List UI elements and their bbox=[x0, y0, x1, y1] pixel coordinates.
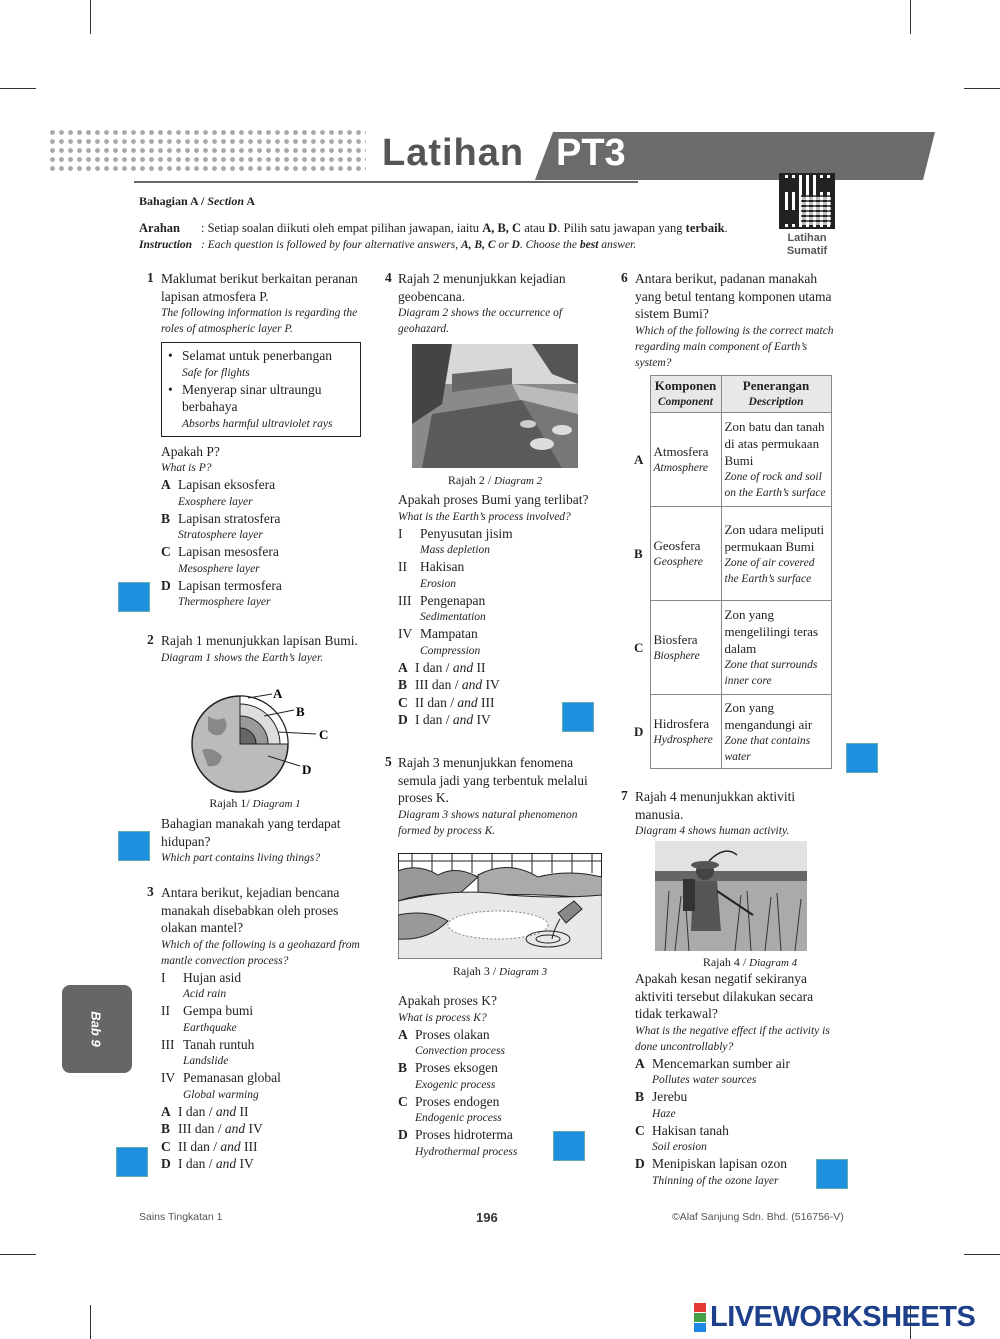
option-c[interactable]: C II dan / and III bbox=[398, 694, 495, 710]
table-row: B Geosfera Geosphere Zon udara meliputi permukaan Bumi Zone of air covered the Earth’s surface bbox=[630, 507, 831, 601]
answer-box-q6[interactable] bbox=[846, 743, 878, 773]
statement-item: III Pengenapan Sedimentation bbox=[398, 592, 486, 623]
crop-mark bbox=[0, 88, 36, 89]
page-title: Latihan bbox=[382, 132, 525, 174]
answer-box-q1[interactable] bbox=[118, 582, 150, 612]
diagram-4-caption: Rajah 4 / Diagram 4 bbox=[702, 955, 798, 969]
statement-item: III Tanah runtuh Landslide bbox=[161, 1036, 255, 1067]
label-c: C bbox=[319, 727, 329, 742]
option-b[interactable]: B Jerebu Haze bbox=[635, 1089, 688, 1120]
question-text-en: The following information is regarding the roles of atmospheric layer P. bbox=[161, 307, 358, 335]
question-stem: Apakah P? bbox=[161, 443, 220, 459]
answer-box-q4[interactable] bbox=[562, 702, 594, 732]
table-row: D Hidrosfera Hydrosphere Zon yang mengandungi air Zone that contains water bbox=[630, 695, 831, 769]
landslide-photo bbox=[412, 344, 578, 468]
option-a[interactable]: A Mencemarkan sumber air Pollutes water sources bbox=[635, 1055, 790, 1086]
question-7-stem: Apakah kesan negatif sekiranya aktiviti tersebut dilakukan secara tidak terkawal? What is the negative effect if the activity is done uncontrollably? A Mencemarkan sumber air Pollutes water sources B Jerebu Haze C Hakisan tanah Soil erosion D Menipiskan lapisan ozon Thinning of the ozone layer bbox=[635, 970, 840, 1189]
option-d[interactable]: D I dan / and IV bbox=[398, 712, 491, 727]
liveworksheets-logo-icon bbox=[694, 1303, 706, 1333]
liveworksheets-brand[interactable]: LIVEWORKSHEETS bbox=[710, 1301, 976, 1333]
question-number: 6 bbox=[621, 270, 628, 285]
option-b[interactable]: B III dan / and IV bbox=[398, 677, 500, 692]
option-d[interactable]: D Menipiskan lapisan ozon Thinning of the ozone layer bbox=[635, 1156, 787, 1187]
option-a[interactable]: A I dan / and II bbox=[398, 659, 486, 675]
option-b[interactable]: B Lapisan stratosfera Stratosphere layer bbox=[161, 510, 281, 541]
question-text: Antara berikut, kejadian bencana manakah disebabkan oleh proses olakan mantel? bbox=[161, 885, 340, 935]
question-text: Maklumat berikut berkaitan peranan lapisan atmosfera P. bbox=[161, 271, 358, 304]
earth-layers-diagram bbox=[188, 686, 338, 798]
qr-label: Latihan Sumatif bbox=[786, 232, 828, 257]
crop-mark bbox=[964, 1254, 1000, 1255]
header-dot-pattern bbox=[48, 128, 366, 174]
crop-mark bbox=[0, 1254, 36, 1255]
question-text: Rajah 1 menunjukkan lapisan Bumi. bbox=[161, 633, 358, 648]
question-4-stem: Apakah proses Bumi yang terlibat? What is the Earth’s process involved? I Penyusutan jisim Mass depletion II Hakisan Erosion III Pengenapan Sedimentation IV Mampatan Compression A I dan / and II B III dan / and IV C II dan / and III D I dan / and IV bbox=[398, 491, 608, 729]
table-row: A Atmosfera Atmosphere Zon batu dan tanah di atas permukaan Bumi Zone of rock and soil on the Earth’s surface bbox=[630, 413, 831, 507]
answer-box-q2[interactable] bbox=[118, 831, 150, 861]
question-text: Rajah 3 menunjukkan fenomena semula jadi yang terbentuk melalui proses K. bbox=[398, 755, 588, 805]
statement-item: I Penyusutan jisim Mass depletion bbox=[398, 525, 513, 556]
question-text: Rajah 2 menunjukkan kejadian geobencana. bbox=[398, 271, 566, 304]
option-d[interactable]: D Lapisan termosfera Thermosphere layer bbox=[161, 577, 282, 608]
crop-mark bbox=[910, 0, 911, 34]
question-text-en: Diagram 4 shows human activity. bbox=[635, 825, 790, 837]
answer-box-q3[interactable] bbox=[116, 1147, 148, 1177]
option-c[interactable]: C II dan / and III bbox=[161, 1138, 258, 1154]
info-item: • Selamat untuk penerbangan Safe for flights bbox=[168, 347, 354, 381]
statement-item: IV Pemanasan global Global warming bbox=[161, 1070, 281, 1101]
question-number: 3 bbox=[147, 884, 154, 899]
option-a[interactable]: A I dan / and II bbox=[161, 1103, 249, 1119]
question-text: Antara berikut, padanan manakah yang betul tentang komponen utama sistem Bumi? bbox=[635, 271, 832, 321]
label-d: D bbox=[302, 762, 312, 777]
question-3 bbox=[161, 884, 361, 1173]
question-text: Rajah 4 menunjukkan aktiviti manusia. bbox=[635, 789, 796, 822]
statement-item: IV Mampatan Compression bbox=[398, 626, 481, 657]
question-number: 5 bbox=[385, 754, 392, 769]
question-text-en: Diagram 3 shows natural phenomenon formed by process K. bbox=[398, 808, 578, 837]
pesticide-spraying-photo bbox=[655, 841, 807, 951]
question-text-en: Which of the following is the correct match regarding main component of Earth’s system? bbox=[635, 324, 834, 369]
diagram-1-caption: Rajah 1/ Diagram 1 bbox=[209, 796, 301, 810]
option-c[interactable]: C Lapisan mesosfera Mesosphere layer bbox=[161, 544, 279, 575]
question-7 bbox=[635, 788, 837, 839]
pt3-badge: PT3 bbox=[556, 132, 626, 174]
statement-item: II Gempa bumi Earthquake bbox=[161, 1003, 254, 1034]
option-b[interactable]: B Proses eksogen Exogenic process bbox=[398, 1060, 498, 1091]
footer-copyright: ©Alaf Sanjung Sdn. Bhd. (516756-V) bbox=[672, 1211, 844, 1223]
info-item: • Menyerap sinar ultraungu berbahaya Absorbs harmful ultraviolet rays bbox=[168, 381, 354, 432]
option-d[interactable]: D Proses hidroterma Hydrothermal process bbox=[398, 1127, 518, 1158]
option-a[interactable]: A Lapisan eksosfera Exosphere layer bbox=[161, 477, 276, 508]
question-2 bbox=[161, 632, 361, 666]
info-box bbox=[161, 342, 361, 437]
diagram-3-caption: Rajah 3 / Diagram 3 bbox=[452, 964, 548, 978]
question-text-en: Diagram 1 shows the Earth’s layer. bbox=[161, 651, 324, 664]
option-c[interactable]: C Hakisan tanah Soil erosion bbox=[635, 1122, 729, 1153]
option-a[interactable]: A Proses olakan Convection process bbox=[398, 1026, 505, 1057]
crop-mark bbox=[90, 0, 91, 34]
section-heading: Bahagian A / Section A bbox=[139, 194, 256, 208]
instructions: Arahan : Setiap soalan diikuti oleh empat pilihan jawapan, iaitu A, B, C atau D. Pilih satu jawapan yang terbaik. Instruction : Each question is followed by four alternative answers, A, B, C or D. Choose the best answer. bbox=[139, 221, 728, 251]
chapter-tab-label: Bab 9 bbox=[88, 1011, 104, 1047]
question-5-stem: Apakah proses K? What is process K? A Proses olakan Convection process B Proses eksogen Exogenic process C Proses endogen Endogenic process D Proses hidroterma Hydrothermal process bbox=[398, 992, 600, 1160]
question-text-en: Which of the following is a geohazard from mantle convection process? bbox=[161, 938, 360, 967]
question-2-stem: Bahagian manakah yang terdapat hidupan? Which part contains living things? bbox=[161, 816, 341, 864]
question-number: 2 bbox=[147, 632, 154, 647]
table-row: C Biosfera Biosphere Zon yang mengelilingi teras dalam Zone that surrounds inner core bbox=[630, 601, 831, 695]
question-number: 7 bbox=[621, 788, 628, 803]
question-1 bbox=[161, 270, 361, 610]
statement-item: II Hakisan Erosion bbox=[398, 559, 465, 590]
header-rule bbox=[134, 181, 638, 183]
hot-spring-diagram bbox=[398, 853, 602, 959]
label-a: A bbox=[273, 686, 283, 701]
question-6 bbox=[635, 270, 837, 371]
crop-mark bbox=[90, 1305, 91, 1339]
question-4 bbox=[398, 270, 600, 337]
answer-box-q7[interactable] bbox=[816, 1159, 848, 1189]
crop-mark bbox=[964, 88, 1000, 89]
page-number: 196 bbox=[476, 1210, 498, 1225]
statement-item: I Hujan asid Acid rain bbox=[161, 969, 242, 1000]
diagram-2-caption: Rajah 2 / Diagram 2 bbox=[447, 473, 543, 487]
question-stem-en: What is P? bbox=[161, 462, 212, 474]
answer-box-q5[interactable] bbox=[553, 1131, 585, 1161]
qr-code-icon[interactable] bbox=[779, 173, 835, 229]
option-b[interactable]: B III dan / and IV bbox=[161, 1121, 263, 1136]
footer-book-title: Sains Tingkatan 1 bbox=[139, 1211, 223, 1223]
option-d[interactable]: D I dan / and IV bbox=[161, 1156, 254, 1171]
component-table: Komponen Component Penerangan Description A Atmosfera Atmosphere Zon batu dan tanah di atas permukaan Bumi Zone of rock and soil on the Earth’s surface B Geosfera Geosphere Zon udara meliputi permukaan Bumi Zone of air covered the Earth’s surface C Biosfera Biosphere Zon yang mengelilingi teras dalam Zone that surrounds inner core D Hidrosfera Hydrosphere Zon yang mengandungi air Zone that contains water bbox=[630, 375, 832, 769]
question-number: 4 bbox=[385, 270, 392, 285]
option-c[interactable]: C Proses endogen Endogenic process bbox=[398, 1093, 502, 1124]
label-b: B bbox=[296, 704, 305, 719]
question-text-en: Diagram 2 shows the occurrence of geohazard. bbox=[398, 307, 563, 335]
question-number: 1 bbox=[147, 270, 154, 285]
question-5 bbox=[398, 754, 600, 839]
